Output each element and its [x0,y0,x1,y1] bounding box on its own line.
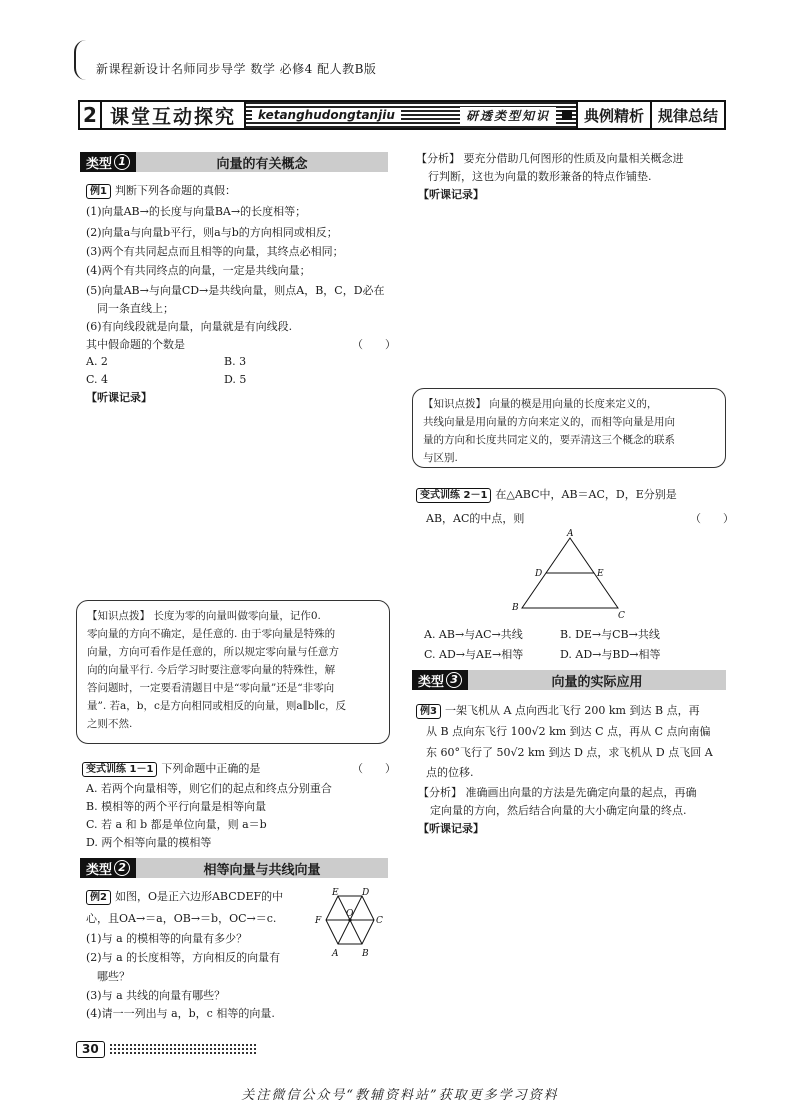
ex1-ask: 其中假命题的个数是 [86,338,185,351]
banner-pinyin: ketanghudongtanjiu [252,108,401,122]
example-label: 例3 [416,704,441,719]
ex1-item: 同一条直线上； [86,302,174,315]
type-number: 3 [446,672,462,688]
choice-b: B. 模相等的两个平行向量是相等向量 [86,800,267,813]
ex1-item: (2)向量a与向量b平行，则a与b的方向相同或相反； [86,226,338,239]
choice-d: D. 两个相等向量的模相等 [86,836,212,849]
point-label: D [362,888,370,898]
page-footer [76,1040,256,1058]
point-label: A [567,529,574,539]
choice-d: D. AD→与BD→相等 [560,648,661,661]
answer-paren: （ ） [352,338,396,351]
analysis-line: 【分析】 要充分借助几何图形的性质及向量相关概念进 [416,152,684,165]
listen-record: 【听课记录】 [418,188,484,201]
choice-b: B. DE→与CB→共线 [560,628,660,641]
choice-b: B. 3 [224,355,247,368]
analysis-line: 行判断，这也为向量的数形兼备的特点作铺垫. [428,170,652,183]
tip-line: 零向量的方向不确定，是任意的. 由于零向量是特殊的 [87,628,336,640]
tip-line: 【知识点拨】 向量的模是用向量的长度来定义的， [423,398,658,410]
type-label [412,670,468,690]
choice-c: C. 若 a 和 b 都是单位向量，则 a＝b [86,818,267,831]
variant-label: 变式训练 2－1 [416,488,491,503]
ex1-item: (6)有向线段就是向量，向量就是有向线段. [86,320,293,333]
section-title: 向量的实际应用 [551,674,643,690]
example-text: 心，且OA→＝a，OB→＝b，OC→＝c. [86,912,277,925]
point-label: E [332,888,339,898]
example-text: 点的位移. [426,766,474,779]
variant-question: 在△ABC中，AB＝AC，D，E分别是 [495,488,677,501]
ex1-item: (1)向量AB→的长度与向量BA→的长度相等； [86,205,307,218]
tip-line: 答问题时，一定要看清题目中是“零向量”还是“非零向 [87,682,335,694]
variant-question: 下列命题中正确的是 [161,762,261,775]
triangle-figure [508,528,628,620]
choice-a: A. AB→与AC→共线 [424,628,523,641]
choice-a: A. 2 [86,355,108,368]
type-label-text: 类型 [86,862,113,878]
bottom-notice: 关注微信公众号“教辅资料站”获取更多学习资料 [241,1088,559,1103]
analysis-line: 【分析】 准确画出向量的方法是先确定向量的起点，再确 [418,786,697,799]
ex2-item: (2)与 a 的长度相等，方向相反的向量有 [86,951,281,964]
running-header: 新课程新设计名师同步导学 数学 必修4 配人教B版 [96,62,377,76]
tip-line: 量”. 若a，b，c是方向相同或相反的向量，则a∥b∥c，反 [87,700,346,712]
example-text: 东 60°飞行了 50√2 km 到达 D 点，求飞机从 D 点飞回 A [426,746,713,759]
tip-line: 之则不然. [87,718,133,730]
example-label: 例1 [86,184,111,199]
ex2-item: (3)与 a 共线的向量有哪些？ [86,989,226,1002]
type-label-text: 类型 [86,156,113,172]
banner-tag-examples: 典例精析 [576,102,650,128]
variant-question: AB，AC的中点，则 [426,512,525,525]
point-label: A [332,949,339,959]
point-label: C [376,916,383,926]
banner-square-icon [562,110,572,120]
point-label: O [346,909,354,919]
dot-pattern [109,1043,256,1055]
section-type1 [80,152,388,172]
point-label: E [597,569,604,579]
analysis-line: 定向量的方向，然后结合向量的大小确定向量的终点. [430,804,687,817]
point-label: B [512,603,519,613]
ex1-item: (5)向量AB→与向量CD→是共线向量，则点A，B，C，D必在 [86,284,385,297]
knowledge-tip-1 [76,600,390,744]
example-text: 从 B 点向东飞行 100√2 km 到达 C 点，再从 C 点向南偏 [426,725,711,738]
choice-d: D. 5 [224,373,247,386]
answer-paren: （ ） [690,512,734,525]
page-number: 30 [76,1041,105,1058]
tip-line: 与区别. [423,452,458,464]
example-text: 如图，O是正六边形ABCDEF的中 [114,890,284,903]
banner-tag-summary: 规律总结 [650,102,724,128]
tip-line: 【知识点拨】 长度为零的向量叫做零向量，记作0. [87,610,321,622]
section-banner [78,100,726,130]
answer-paren: （ ） [352,762,396,775]
listen-record: 【听课记录】 [418,822,484,835]
choice-a: A. 若两个向量相等，则它们的起点和终点分别重合 [86,782,332,795]
example-text: 判断下列各命题的真假： [114,184,236,197]
point-label: C [618,611,625,620]
type-number: 2 [114,860,130,876]
example-text: 一架飞机从 A 点向西北飞行 200 km 到达 B 点，再 [444,704,700,717]
section-type3 [412,670,726,690]
example3-question [416,702,700,720]
type-number: 1 [114,154,130,170]
variant-label: 变式训练 1－1 [82,762,157,777]
point-label: B [362,949,369,959]
banner-number: 2 [80,102,102,128]
ex1-item: (3)两个有共同起点而且相等的向量，其终点必相同； [86,245,344,258]
listen-record: 【听课记录】 [86,391,152,404]
header-bracket [74,40,88,80]
type-label [80,152,136,172]
section-title: 向量的有关概念 [216,156,308,172]
point-label: D [535,569,543,579]
banner-title: 课堂互动探究 [102,102,246,128]
banner-stripe [246,102,576,128]
tip-line: 向量，方向可看作是任意的，所以规定零向量与任意方 [87,646,339,658]
choice-c: C. AD→与AE→相等 [424,648,524,661]
point-label: F [315,916,322,926]
example-label: 例2 [86,890,111,905]
variant-1-1 [82,760,260,778]
variant-2-1 [416,486,677,504]
section-type2 [80,858,388,878]
section-title: 相等向量与共线向量 [203,862,321,878]
banner-slogan: 研透类型知识 [460,107,556,124]
ex2-item: (1)与 a 的模相等的向量有多少？ [86,932,248,945]
tip-line: 向的向量平行. 今后学习时要注意零向量的特殊性，解 [87,664,336,676]
ex1-item: (4)两个有共同终点的向量，一定是共线向量； [86,264,311,277]
hexagon-figure [312,886,388,962]
ex2-item: (4)请一一列出与 a，b，c 相等的向量. [86,1007,275,1020]
knowledge-tip-2 [412,388,726,468]
example2-question [86,888,283,906]
tip-line: 共线向量是用向量的方向来定义的，而相等向量是用向 [423,416,675,428]
choice-c: C. 4 [86,373,109,386]
example1-question [86,182,236,200]
tip-line: 量的方向和长度共同定义的，要弄清这三个概念的联系 [423,434,675,446]
type-label [80,858,136,878]
type-label-text: 类型 [418,674,445,690]
ex2-item: 哪些？ [86,970,130,983]
